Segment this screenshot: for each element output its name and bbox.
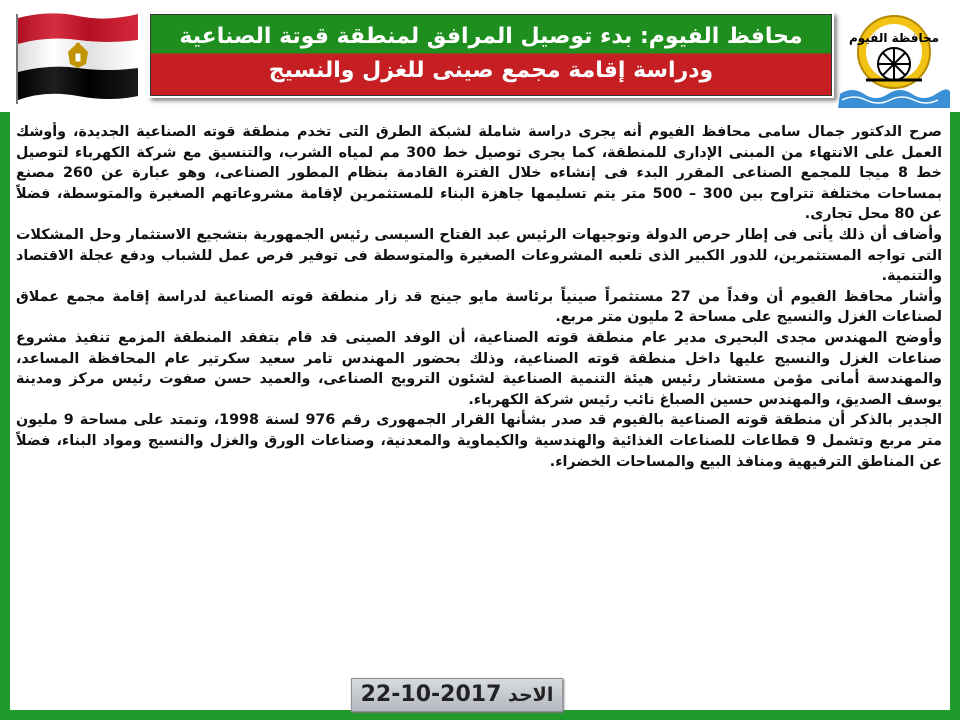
- egypt-flag-icon: [14, 10, 142, 104]
- paragraph: وأضاف أن ذلك يأتى فى إطار حرص الدولة وتوجيهات الرئيس عبد الفتاح السيسى رئيس الجمهورية بتشجيع الاستثمار وحل المشكلات التى تواجه المستثمرين، للدور الكبير الذى تلعبه المشروعات الصغيرة والمتوسطة فى توفير فرص عمل للشباب ودفع عجلة الاقتصاد والتنمية.: [16, 226, 942, 285]
- logo-caption: محافظة الفيوم: [848, 31, 940, 45]
- headline-banner: [148, 12, 834, 98]
- paragraph: وأشار محافظ الفيوم أن وفداً من 27 مستثمراً صينياً برئاسة مايو جينج قد زار منطقة قوته الصناعية لدراسة إقامة مجمع عملاق لصناعات الغزل والنسيج على مساحة 2 مليون متر مربع.: [16, 288, 942, 326]
- paragraph: صرح الدكتور جمال سامى محافظ الفيوم أنه يجرى دراسة شاملة لشبكة الطرق التى تخدم منطقة قوته الصناعية الجديدة، وأوشك العمل على الانتهاء من المبنى الإدارى للمنطقة، كما يجرى توصيل خط 300 مم لمياه الشرب، والتنسيق مع شركة الكهرباء لتوصيل خط 8 ميجا للمجمع الصناعى المقرر البدء فى إنشاءه خلال الفترة القادمة بنظام المطور الصناعى، وهو عبارة عن 260 مصنع بمساحات مختلفة تتراوح بين 300 – 500 متر يتم تسليمها جاهزة البناء للمستثمرين لإقامة مشروعاتهم الصغيرة والمتوسطة، فضلاً عن 80 محل تجارى.: [16, 124, 942, 223]
- date-day: الاحد: [508, 684, 554, 706]
- date-value: 2017-10-22: [360, 682, 502, 707]
- headline-line-1: محافظ الفيوم: بدء توصيل المرافق لمنطقة قوتة الصناعية: [179, 24, 803, 49]
- fayoum-governorate-logo-icon: [838, 8, 950, 108]
- headline-line-2: ودراسة إقامة مجمع صينى للغزل والنسيج: [268, 58, 714, 83]
- date-badge: [351, 678, 563, 712]
- article-body: [16, 122, 942, 572]
- paragraph: الجدير بالذكر أن منطقة قوته الصناعية بالفيوم قد صدر بشأنها القرار الجمهورى رقم 976 لسنة 1998، وتمتد على مساحة 9 مليون متر مربع وتشمل 9 قطاعات للصناعات الغذائية والهندسية والكيماوية والمعدنية، وصناعات الورق والغزل والنسيج ومواد البناء، فضلاً عن المناطق الترفيهية ومنافذ البيع والمساحات الخضراء.: [16, 412, 942, 470]
- header: [0, 0, 960, 112]
- paragraph: وأوضح المهندس مجدى البحيرى مدير عام منطقة قوته الصناعية، أن الوفد الصينى قد قام بتفقد المنطقة المزمع تنفيذ مشروع صناعات الغزل والنسيج عليها داخل منطقة قوته الصناعية، وذلك بحضور المهندس تامر سعيد سكرتير عام المحافظة المساعد، والمهندسة أمانى مؤمن مستشار رئيس هيئة التنمية الصناعية لشئون الترويج الصناعى، والعميد حسن صفوت رئيس مركز ومدينة يوسف الصديق، والمهندس حسين الصباغ نائب رئيس شركة الكهرباء.: [16, 329, 942, 408]
